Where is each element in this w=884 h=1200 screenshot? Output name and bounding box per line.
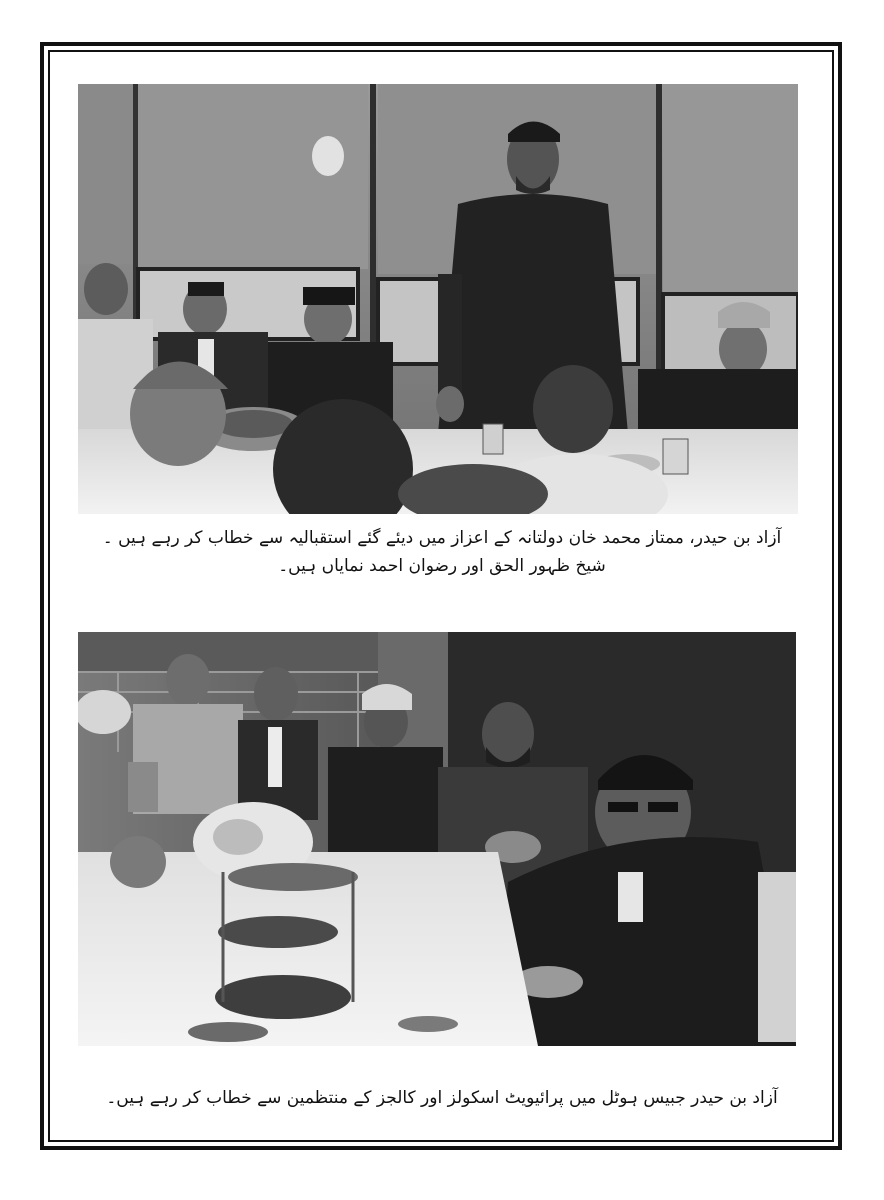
photo-hotel-meeting [78,632,796,1046]
caption-photo-1 [90,524,794,580]
caption-photo-1-line-2: شیخ ظہور الحق اور رضوان احمد نمایاں ہیں۔ [278,556,606,576]
photo-reception-speech [78,84,798,514]
photo-reception-speech-image [78,84,798,514]
caption-photo-2: آزاد بن حیدر جبیس ہوٹل میں پرائیویٹ اسکولز اور کالجز کے منتظمین سے خطاب کر رہے ہیں۔ [106,1088,778,1108]
photo-hotel-meeting-image [78,632,796,1046]
caption-photo-1-line-1: آزاد بن حیدر، ممتاز محمد خان دولتانہ کے اعزاز میں دیئے گئے استقبالیہ سے خطاب کر رہے ہیں ۔ [102,528,782,548]
